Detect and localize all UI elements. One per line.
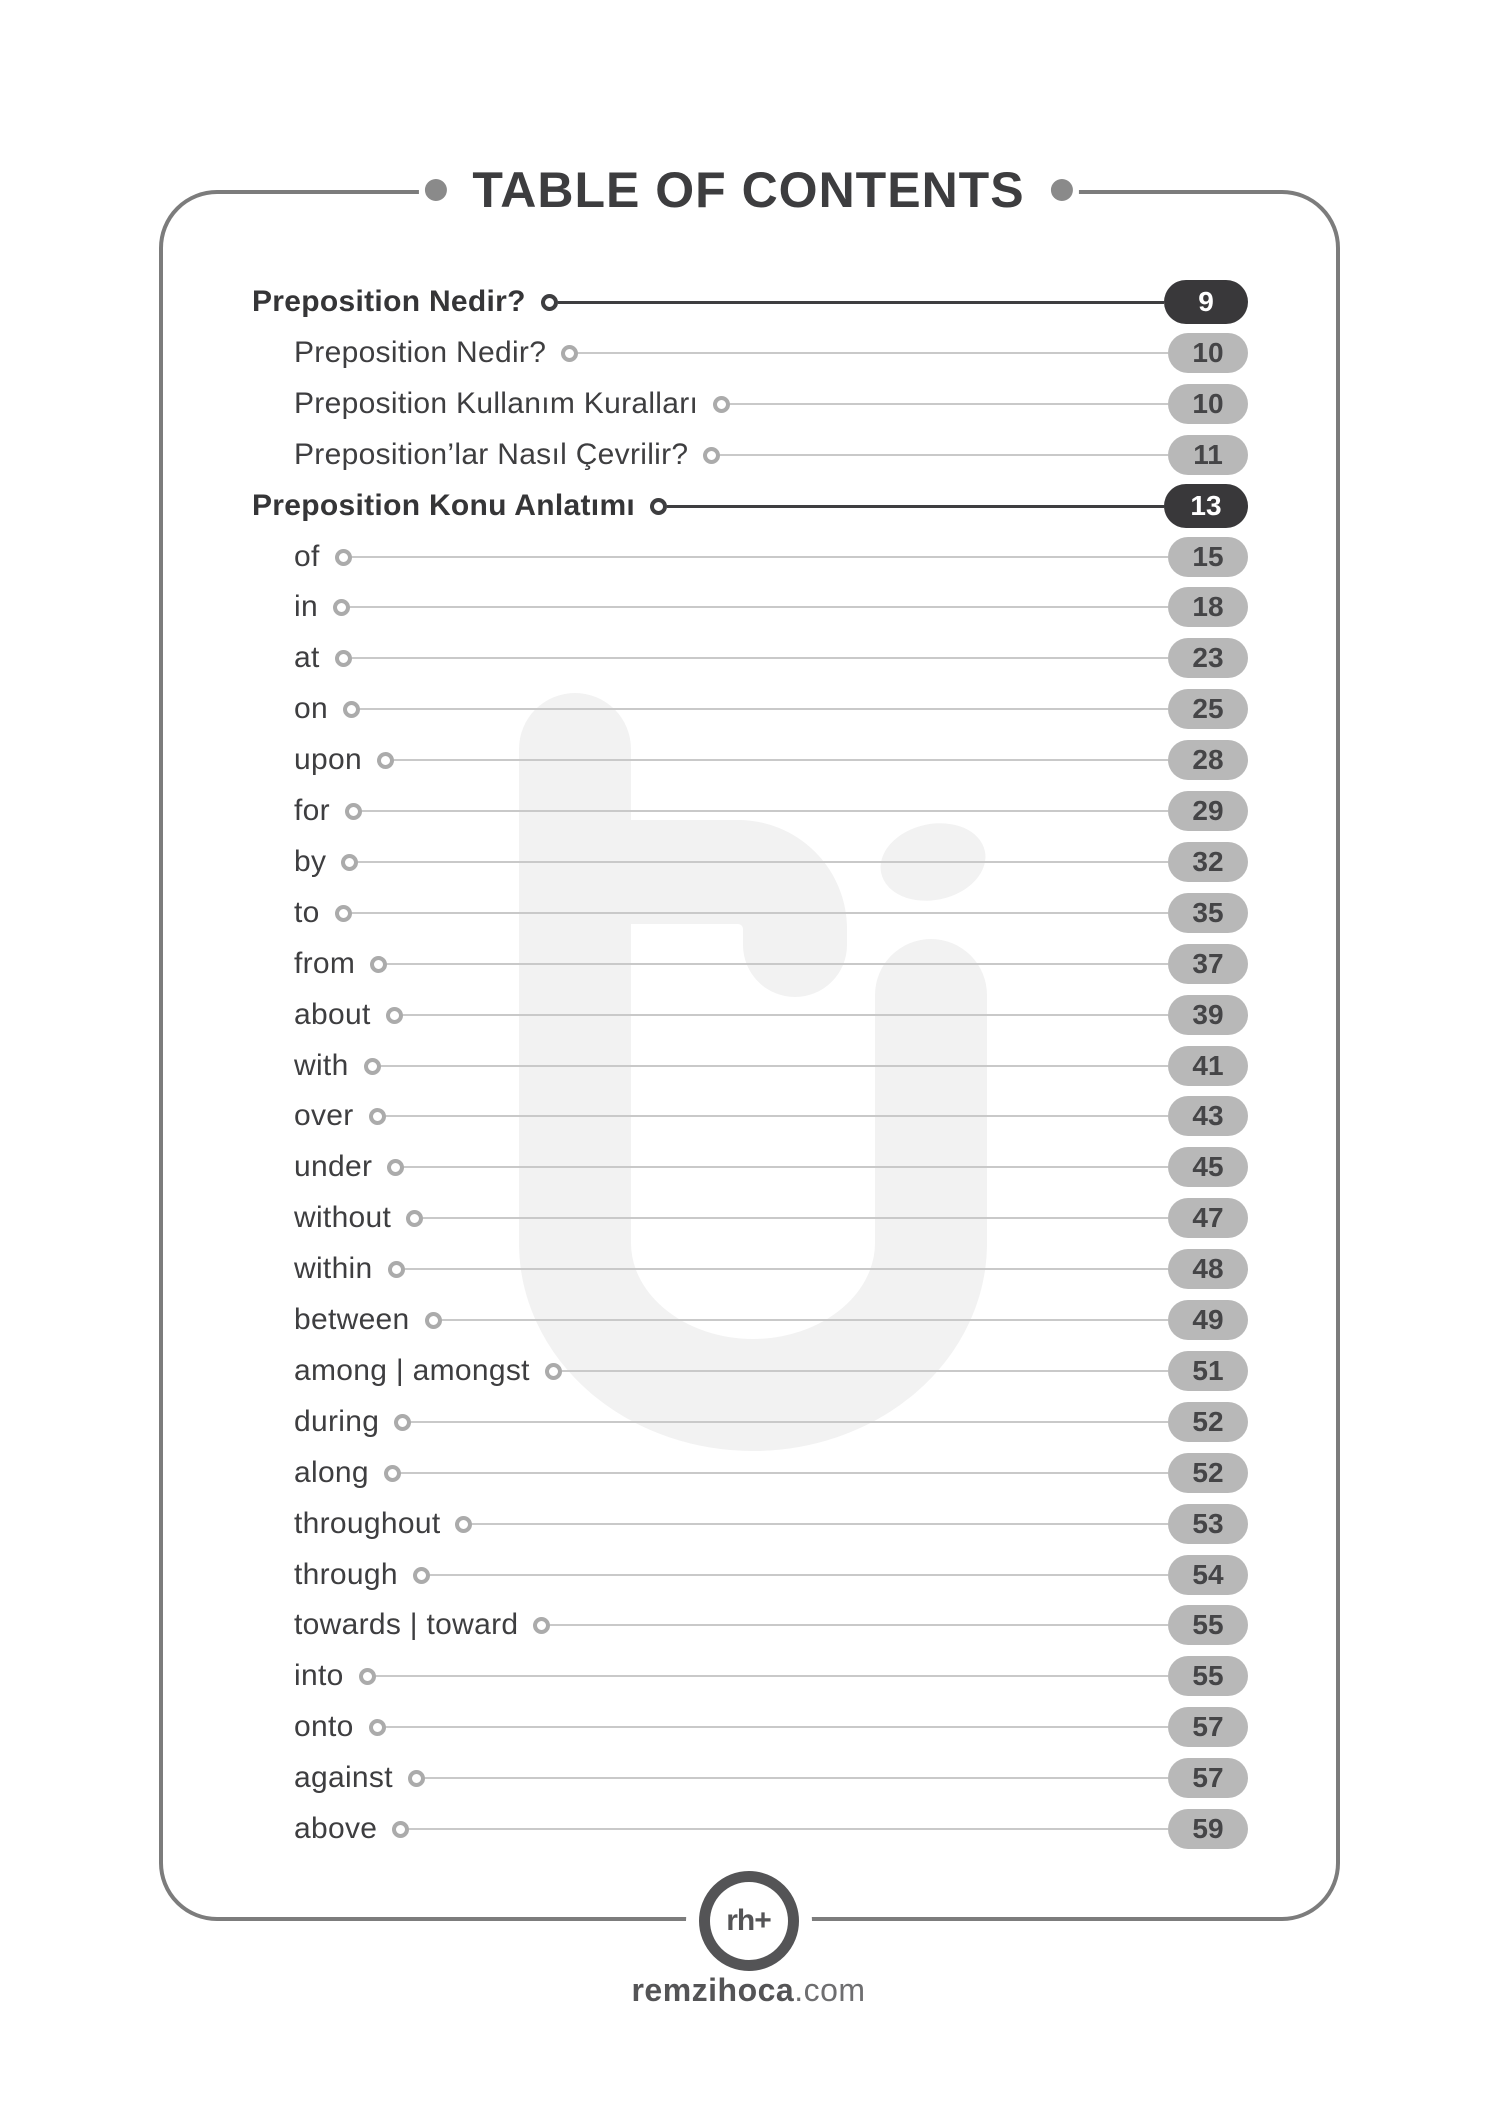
toc-bullet-ring-icon [370,956,387,973]
toc-bullet-ring-icon [394,1414,411,1431]
toc-entry-label: along [294,1456,369,1489]
toc-page-badge: 25 [1168,689,1248,729]
toc-bullet-ring-icon [408,1770,425,1787]
toc-row [294,1450,1248,1496]
toc-row [294,788,1248,834]
toc-row [294,686,1248,732]
toc-entry-label: on [294,692,328,725]
toc-bullet-ring-icon [703,447,720,464]
site-url [0,1972,1497,2009]
toc-page-badge: 52 [1168,1453,1248,1493]
toc-row [294,1704,1248,1750]
toc-leader-line [358,861,1168,863]
toc-bullet-ring-icon [333,599,350,616]
toc-entry-label: onto [294,1710,354,1743]
toc-bullet-ring-icon [335,549,352,566]
toc-page-badge: 28 [1168,740,1248,780]
toc-entry-label: throughout [294,1507,441,1540]
toc-leader-line [472,1523,1168,1525]
toc-page-badge: 32 [1168,842,1248,882]
toc-leader-line [423,1217,1168,1219]
toc-row [294,737,1248,783]
toc-entry-label: by [294,845,327,878]
toc-leader-line [430,1574,1168,1576]
toc-page-badge: 10 [1168,384,1248,424]
toc-leader-line [352,556,1168,558]
toc-leader-line [558,301,1164,304]
toc-leader-line [404,1166,1168,1168]
toc-row [294,1093,1248,1139]
toc-page-badge: 35 [1168,893,1248,933]
toc-entry-label: Preposition’lar Nasıl Çevrilir? [294,438,689,471]
toc-bullet-ring-icon [343,701,360,718]
toc-row [294,1552,1248,1598]
title-bar [418,161,1078,219]
toc-bullet-ring-icon [364,1058,381,1075]
toc-leader-line [350,606,1168,608]
toc-bullet-ring-icon [455,1516,472,1533]
toc-leader-line [730,403,1168,405]
toc-page-badge: 51 [1168,1351,1248,1391]
toc-page-badge: 48 [1168,1249,1248,1289]
rh-plus-logo [699,1871,799,1971]
toc-row [294,1348,1248,1394]
toc-page-badge: 43 [1168,1096,1248,1136]
toc-entry-label: to [294,896,320,929]
toc-bullet-ring-icon [369,1719,386,1736]
toc-leader-line [386,1115,1168,1117]
toc-page-badge: 11 [1168,435,1248,475]
toc-page-badge: 59 [1168,1809,1248,1849]
toc-page-badge: 13 [1164,484,1248,528]
toc-row [252,279,1248,325]
toc-entry-label: in [294,590,318,623]
toc-leader-line [409,1828,1168,1830]
title-left-dot-icon [424,179,446,201]
toc-entry-label: with [294,1049,349,1082]
toc-leader-line [362,810,1168,812]
toc-row [294,1297,1248,1343]
toc-leader-line [425,1777,1168,1779]
toc-row [294,1144,1248,1190]
toc-entry-label: about [294,998,371,1031]
toc-bullet-ring-icon [359,1668,376,1685]
toc-entry-label: within [294,1252,373,1285]
rh-plus-logo-text: rh+ [726,1904,771,1937]
toc-bullet-ring-icon [387,1159,404,1176]
toc-entry-label: between [294,1303,410,1336]
toc-entry-label: above [294,1812,378,1845]
toc-bullet-ring-icon [650,498,667,515]
toc-bullet-ring-icon [425,1312,442,1329]
toc-bullet-ring-icon [541,294,558,311]
toc-entry-label: at [294,641,320,674]
toc-bullet-ring-icon [341,854,358,871]
toc-row [294,330,1248,376]
toc-entry-label: without [294,1201,392,1234]
page-title: TABLE OF CONTENTS [472,162,1025,218]
toc-row [294,941,1248,987]
toc-leader-line [403,1014,1168,1016]
toc-bullet-ring-icon [369,1108,386,1125]
toc-bullet-ring-icon [335,905,352,922]
toc-entry-label: towards | toward [294,1608,519,1641]
toc-leader-line [405,1268,1169,1270]
toc-page-badge: 9 [1164,280,1248,324]
toc-bullet-ring-icon [713,396,730,413]
toc-row [294,1806,1248,1852]
toc-bullet-ring-icon [335,650,352,667]
toc-entry-label: for [294,794,330,827]
toc-page-badge: 23 [1168,638,1248,678]
toc-row [294,1602,1248,1648]
toc-page-badge: 39 [1168,995,1248,1035]
toc-bullet-ring-icon [388,1261,405,1278]
toc-leader-line [386,1726,1168,1728]
toc-leader-line [578,352,1168,354]
toc-entry-label: under [294,1150,373,1183]
toc-entry-label: against [294,1761,393,1794]
toc-page-badge: 45 [1168,1147,1248,1187]
toc-page-badge: 10 [1168,333,1248,373]
toc-row [294,1246,1248,1292]
toc-page-badge: 54 [1168,1555,1248,1595]
toc-row [294,432,1248,478]
toc-row [294,534,1248,580]
toc-page-badge: 53 [1168,1504,1248,1544]
toc-leader-line [352,912,1168,914]
toc-entry-label: Preposition Nedir? [294,336,547,369]
toc-page-badge: 47 [1168,1198,1248,1238]
toc-entry-label: through [294,1558,398,1591]
toc-leader-line [667,505,1164,508]
toc-leader-line [411,1421,1168,1423]
toc-page-badge: 55 [1168,1605,1248,1645]
toc-entry-label: Preposition Konu Anlatımı [252,489,636,522]
toc-row [294,1653,1248,1699]
toc-leader-line [352,657,1168,659]
toc-entry-label: upon [294,743,362,776]
toc-leader-line [381,1065,1168,1067]
toc-bullet-ring-icon [384,1465,401,1482]
toc-bullet-ring-icon [545,1363,562,1380]
toc-row [294,635,1248,681]
site-tld: .com [794,1972,866,2008]
toc-page-badge: 29 [1168,791,1248,831]
toc-row [294,1755,1248,1801]
toc-leader-line [550,1624,1168,1626]
toc-page-badge: 18 [1168,587,1248,627]
toc-bullet-ring-icon [345,803,362,820]
title-right-dot-icon [1051,179,1073,201]
toc-row [294,584,1248,630]
toc-page-badge: 41 [1168,1046,1248,1086]
toc-bullet-ring-icon [561,345,578,362]
site-name: remzihoca [631,1972,795,2008]
toc-leader-line [720,454,1168,456]
toc-leader-line [562,1370,1168,1372]
toc-entry-label: Preposition Kullanım Kuralları [294,387,699,420]
toc-row [294,992,1248,1038]
toc-page-badge: 15 [1168,537,1248,577]
toc-leader-line [442,1319,1168,1321]
toc-row [294,1195,1248,1241]
toc-entry-label: during [294,1405,380,1438]
toc-leader-line [376,1675,1168,1677]
toc-row [294,381,1248,427]
toc-leader-line [394,759,1168,761]
toc-page-badge: 57 [1168,1758,1248,1798]
toc-row [252,483,1248,529]
toc-row [294,1501,1248,1547]
toc-bullet-ring-icon [406,1210,423,1227]
toc-bullet-ring-icon [533,1617,550,1634]
toc-page-badge: 49 [1168,1300,1248,1340]
toc-entry-label: Preposition Nedir? [252,285,526,318]
toc-entry-label: into [294,1659,344,1692]
toc-page-badge: 52 [1168,1402,1248,1442]
toc-entry-label: over [294,1099,354,1132]
toc-leader-line [387,963,1168,965]
toc-leader-line [360,708,1168,710]
toc-bullet-ring-icon [386,1007,403,1024]
toc-entry-label: among | amongst [294,1354,530,1387]
toc-page-badge: 55 [1168,1656,1248,1696]
toc-row [294,1399,1248,1445]
toc-row [294,1043,1248,1089]
toc-row [294,839,1248,885]
toc-entry-label: of [294,540,320,573]
toc-bullet-ring-icon [392,1821,409,1838]
toc-page-badge: 37 [1168,944,1248,984]
toc-entry-label: from [294,947,356,980]
toc-bullet-ring-icon [377,752,394,769]
toc-bullet-ring-icon [413,1567,430,1584]
toc-row [294,890,1248,936]
toc-leader-line [401,1472,1168,1474]
toc-page-badge: 57 [1168,1707,1248,1747]
